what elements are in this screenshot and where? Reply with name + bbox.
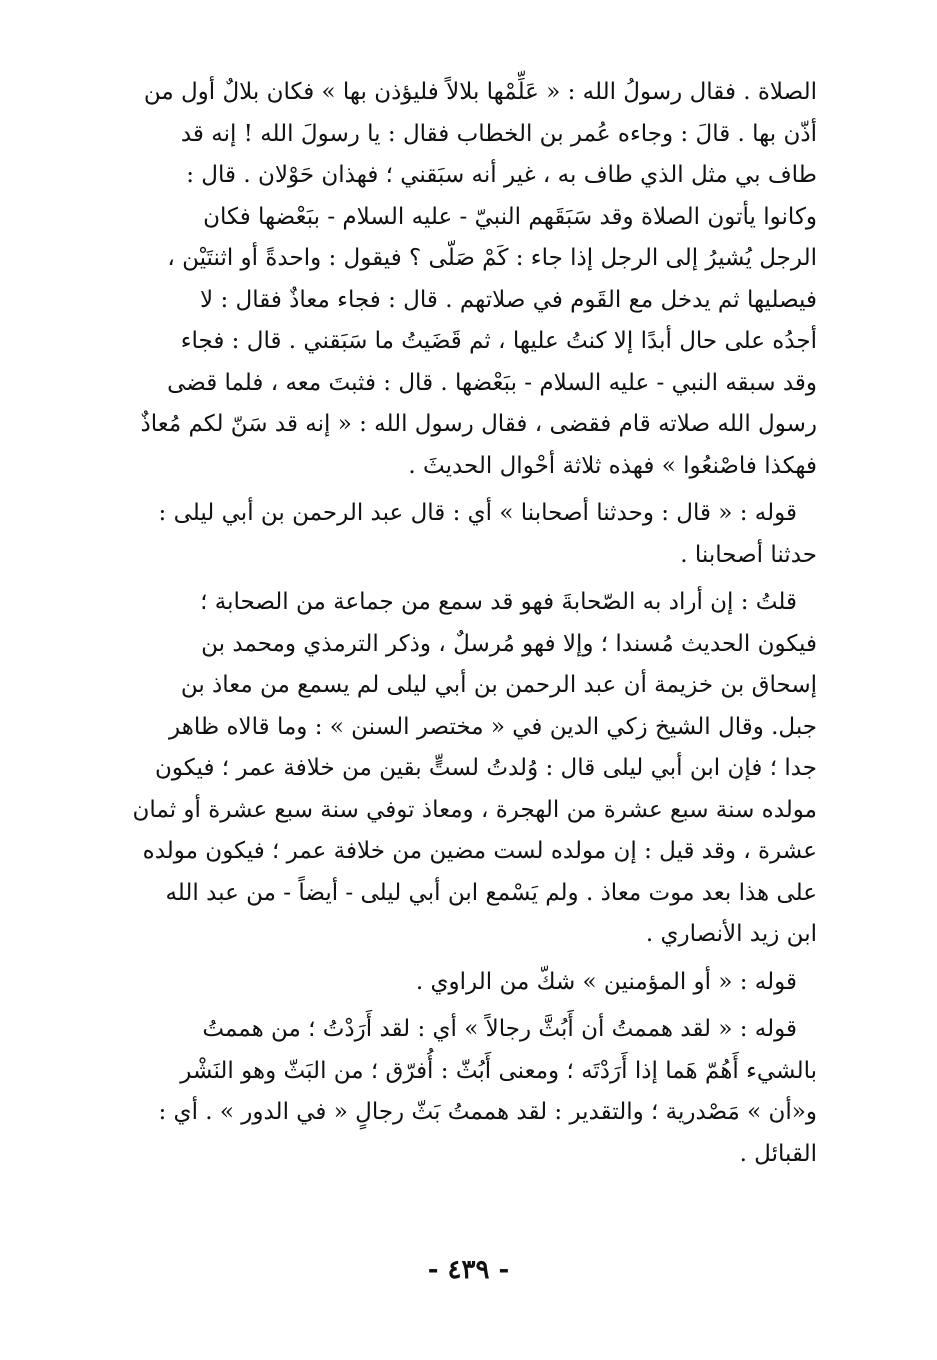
text-line: ابن زيد الأنصاري . [645,921,817,947]
text-line: الرجل يُشيرُ إلى الرجل إذا جاء : كَمْ صَلّى ؟ فيقول : واحدةً أو اثنتَيْن ، [167,245,817,271]
text-line: رسول الله صلاته قام فقضى ، فقال رسول الله : « إنه قد سَنّ لكم مُعاذٌ [140,411,817,437]
text-line: مولده سنة سبع عشرة من الهجرة ، ومعاذ توفي سنة سبع عشرة أو ثمان [132,796,817,823]
text-line: قوله : « أو المؤمنين » شكّ من الراوي . [415,968,797,995]
text-line: عشرة ، وقد قيل : إن مولده لست مضين من خلافة عمر ؛ فيكون مولده [142,838,817,864]
text-line: جبل. وقال الشيخ زكي الدين في « مختصر السنن » : وما قالاه ظاهر [169,713,817,740]
text-line: وكانوا يأتون الصلاة وقد سَبَقَهم النبيّ - عليه السلام - ببَعْضها فكان [203,203,817,230]
text-line: الصلاة . فقال رسولُ الله : « عَلِّمْها بلالاً فليؤذن بها » فكان بلالٌ أول من [143,79,817,105]
text-line: إسحاق بن خزيمة أن عبد الرحمن بن أبي ليلى لم يسمع من معاذ بن [180,672,817,698]
text-line: قوله : « لقد هممتُ أن أَبُثَّ رجالاً » أي : لقد أَرَدْتُ ؛ من هممتُ [202,1016,797,1042]
paragraph-qawluhu-muminin [132,962,817,1004]
text-line: فيكون الحديث مُسندا ؛ وإلا فهو مُرسلٌ ، وذكر الترمذي ومحمد بن [201,630,817,657]
text-line: قلتُ : إن أراد به الصّحابةَ فهو قد سمع من جماعة من الصحابة ؛ [200,589,797,615]
paragraph-hadith-text [132,72,817,487]
text-line: جدا ؛ فإن ابن أبي ليلى قال : وُلدتُ لستٍّ بقين من خلافة عمر ؛ فيكون [155,755,817,781]
paragraph-qawluhu-ashabuna [132,493,817,576]
text-line: القبائل . [739,1140,817,1167]
text-line: وقد سبقه النبي - عليه السلام - ببَعْضها . قال : فثبتَ معه ، فلما قضى [167,369,817,396]
text-line: أجدُه على حال أبدًا إلا كنتُ عليها ، ثم قَضَيتُ ما سَبَقني . قال : فجاء [180,328,817,354]
text-line: أذّن بها . قالَ : وجاءه عُمر بن الخطاب فقال : يا رسولَ الله ! إنه قد [180,120,817,147]
page-number: - ٤٣٩ - [427,1255,510,1285]
text-line: قوله : « قال : وحدثنا أصحابنا » أي : قال عبد الرحمن بن أبي ليلى : [158,500,797,526]
paragraph-qultu-commentary [132,582,817,956]
text-line: فهكذا فاصْنعُوا » فهذه ثلاثة أحْوال الحديثَ . [408,452,817,479]
text-line: و«أن » مَصْدرية ؛ والتقدير : لقد هممتُ بَثّ رجالٍ « في الدور » . أي : [158,1099,817,1125]
text-line: طاف بي مثل الذي طاف به ، غير أنه سبَقني ؛ فهذان حَوْلان . قال : [186,162,817,188]
text-line: على هذا بعد موت معاذ . ولم يَسْمع ابن أبي ليلى - أيضاً - من عبد الله [165,879,817,906]
paragraph-qawluhu-hamamtu [132,1009,817,1175]
text-line: فيصليها ثم يدخل مع القَوم في صلاتهم . قال : فجاء معاذٌ فقال : لا [200,286,817,313]
text-line: بالشيء أَهُمّ هَما إذا أَرَدْتَه ؛ ومعنى أَبُثّ : أُفرّق ؛ من البَثّ وهو النَشْر [180,1057,817,1084]
text-line: حدثنا أصحابنا . [680,541,817,568]
